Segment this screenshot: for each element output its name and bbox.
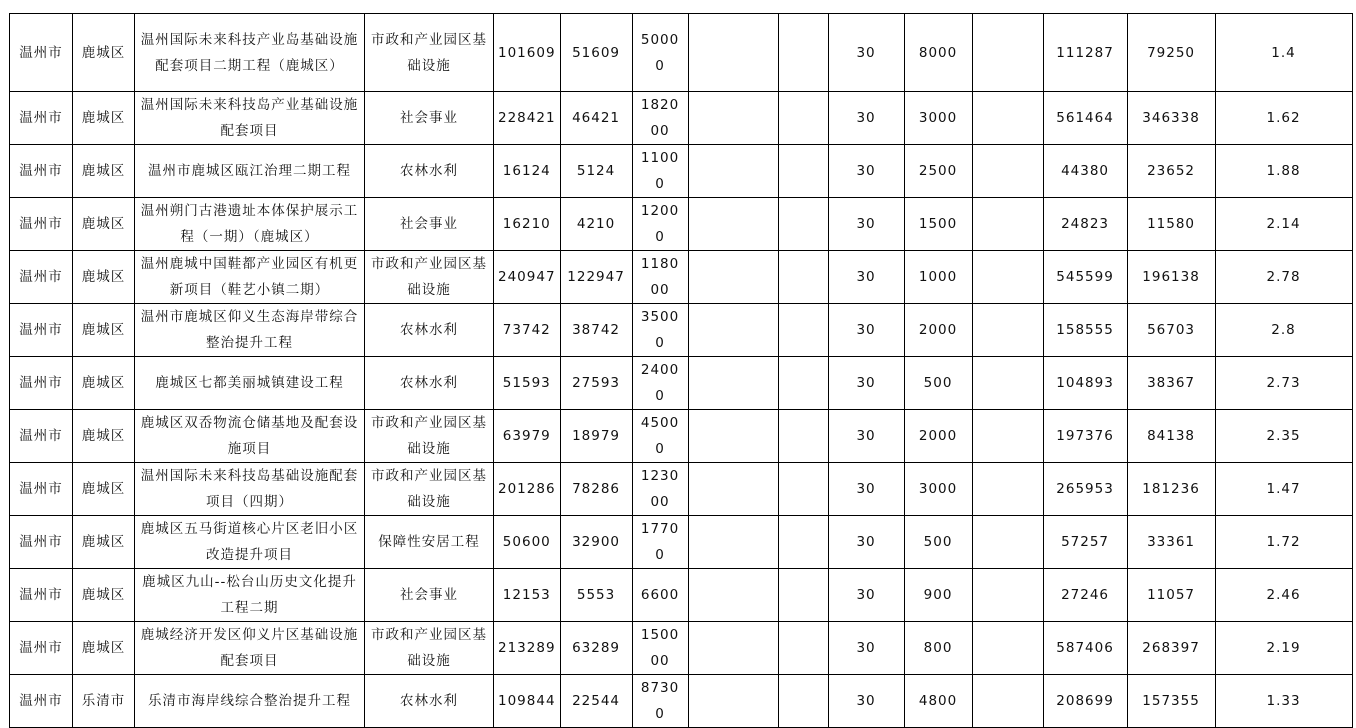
amount-cell: 587406 — [1043, 622, 1127, 675]
amount-cell — [778, 92, 828, 145]
amount-cell: 50000 — [632, 14, 688, 92]
district-cell: 鹿城区 — [73, 145, 135, 198]
amount-cell: 32900 — [560, 516, 632, 569]
amount-cell — [688, 251, 778, 304]
ratio-cell: 2.78 — [1215, 251, 1352, 304]
term-cell: 30 — [828, 516, 904, 569]
ratio-cell: 1.33 — [1215, 675, 1352, 728]
district-cell: 鹿城区 — [73, 92, 135, 145]
amount-cell — [688, 516, 778, 569]
amount-cell — [778, 569, 828, 622]
amount-cell: 57257 — [1043, 516, 1127, 569]
amount-cell — [972, 357, 1043, 410]
amount-cell: 1500 — [904, 198, 972, 251]
amount-cell: 27246 — [1043, 569, 1127, 622]
amount-cell: 17700 — [632, 516, 688, 569]
amount-cell — [778, 410, 828, 463]
amount-cell — [688, 569, 778, 622]
city-cell: 温州市 — [10, 92, 73, 145]
ratio-cell: 2.19 — [1215, 622, 1352, 675]
amount-cell: 11000 — [632, 145, 688, 198]
amount-cell — [972, 410, 1043, 463]
project-name-cell: 鹿城经济开发区仰义片区基础设施配套项目 — [135, 622, 365, 675]
amount-cell: 46421 — [560, 92, 632, 145]
amount-cell: 500 — [904, 357, 972, 410]
amount-cell: 4210 — [560, 198, 632, 251]
table-row — [10, 410, 1353, 463]
city-cell: 温州市 — [10, 516, 73, 569]
city-cell: 温州市 — [10, 198, 73, 251]
amount-cell — [972, 198, 1043, 251]
amount-cell: 11580 — [1127, 198, 1215, 251]
amount-cell: 181236 — [1127, 463, 1215, 516]
district-cell: 鹿城区 — [73, 569, 135, 622]
total-investment-cell: 109844 — [494, 675, 561, 728]
amount-cell: 118000 — [632, 251, 688, 304]
total-investment-cell: 228421 — [494, 92, 561, 145]
amount-cell — [778, 145, 828, 198]
project-name-cell: 温州国际未来科技岛基础设施配套项目（四期） — [135, 463, 365, 516]
amount-cell — [688, 92, 778, 145]
amount-cell — [688, 410, 778, 463]
total-investment-cell: 240947 — [494, 251, 561, 304]
ratio-cell: 2.46 — [1215, 569, 1352, 622]
amount-cell: 2000 — [904, 304, 972, 357]
amount-cell: 2500 — [904, 145, 972, 198]
amount-cell — [688, 622, 778, 675]
amount-cell: 51609 — [560, 14, 632, 92]
total-investment-cell: 73742 — [494, 304, 561, 357]
category-cell: 市政和产业园区基础设施 — [365, 410, 494, 463]
amount-cell: 78286 — [560, 463, 632, 516]
total-investment-cell: 16124 — [494, 145, 561, 198]
project-name-cell: 温州鹿城中国鞋都产业园区有机更新项目（鞋艺小镇二期） — [135, 251, 365, 304]
term-cell: 30 — [828, 251, 904, 304]
term-cell: 30 — [828, 357, 904, 410]
amount-cell: 24823 — [1043, 198, 1127, 251]
amount-cell: 900 — [904, 569, 972, 622]
category-cell: 市政和产业园区基础设施 — [365, 463, 494, 516]
amount-cell: 12000 — [632, 198, 688, 251]
amount-cell — [778, 198, 828, 251]
category-cell: 农林水利 — [365, 357, 494, 410]
amount-cell — [972, 145, 1043, 198]
total-investment-cell: 201286 — [494, 463, 561, 516]
project-name-cell: 鹿城区五马街道核心片区老旧小区改造提升项目 — [135, 516, 365, 569]
district-cell: 鹿城区 — [73, 14, 135, 92]
project-name-cell: 鹿城区七都美丽城镇建设工程 — [135, 357, 365, 410]
amount-cell — [972, 622, 1043, 675]
amount-cell — [972, 304, 1043, 357]
amount-cell — [778, 251, 828, 304]
project-name-cell: 温州国际未来科技岛产业基础设施配套项目 — [135, 92, 365, 145]
amount-cell — [972, 251, 1043, 304]
project-name-cell: 温州国际未来科技产业岛基础设施配套项目二期工程（鹿城区） — [135, 14, 365, 92]
term-cell: 30 — [828, 304, 904, 357]
amount-cell: 545599 — [1043, 251, 1127, 304]
amount-cell: 56703 — [1127, 304, 1215, 357]
amount-cell: 5553 — [560, 569, 632, 622]
amount-cell: 182000 — [632, 92, 688, 145]
amount-cell: 104893 — [1043, 357, 1127, 410]
project-name-cell: 温州市鹿城区瓯江治理二期工程 — [135, 145, 365, 198]
category-cell: 农林水利 — [365, 145, 494, 198]
ratio-cell: 1.72 — [1215, 516, 1352, 569]
project-name-cell: 温州朔门古港遗址本体保护展示工程（一期）（鹿城区） — [135, 198, 365, 251]
amount-cell: 2000 — [904, 410, 972, 463]
city-cell: 温州市 — [10, 145, 73, 198]
district-cell: 鹿城区 — [73, 251, 135, 304]
district-cell: 鹿城区 — [73, 357, 135, 410]
amount-cell: 79250 — [1127, 14, 1215, 92]
amount-cell — [688, 198, 778, 251]
amount-cell — [688, 145, 778, 198]
amount-cell: 3000 — [904, 463, 972, 516]
amount-cell: 63289 — [560, 622, 632, 675]
amount-cell — [688, 463, 778, 516]
total-investment-cell: 213289 — [494, 622, 561, 675]
total-investment-cell: 51593 — [494, 357, 561, 410]
project-name-cell: 鹿城区双岙物流仓储基地及配套设施项目 — [135, 410, 365, 463]
project-name-cell: 乐清市海岸线综合整治提升工程 — [135, 675, 365, 728]
table-row — [10, 145, 1353, 198]
city-cell: 温州市 — [10, 14, 73, 92]
amount-cell — [688, 675, 778, 728]
table-row — [10, 304, 1353, 357]
amount-cell: 3000 — [904, 92, 972, 145]
amount-cell — [688, 304, 778, 357]
amount-cell — [972, 463, 1043, 516]
total-investment-cell: 50600 — [494, 516, 561, 569]
district-cell: 乐清市 — [73, 675, 135, 728]
amount-cell: 208699 — [1043, 675, 1127, 728]
term-cell: 30 — [828, 622, 904, 675]
ratio-cell: 2.73 — [1215, 357, 1352, 410]
amount-cell: 45000 — [632, 410, 688, 463]
term-cell: 30 — [828, 14, 904, 92]
district-cell: 鹿城区 — [73, 410, 135, 463]
ratio-cell: 1.4 — [1215, 14, 1352, 92]
amount-cell: 197376 — [1043, 410, 1127, 463]
amount-cell — [972, 569, 1043, 622]
amount-cell: 158555 — [1043, 304, 1127, 357]
district-cell: 鹿城区 — [73, 463, 135, 516]
total-investment-cell: 12153 — [494, 569, 561, 622]
category-cell: 保障性安居工程 — [365, 516, 494, 569]
category-cell: 农林水利 — [365, 675, 494, 728]
total-investment-cell: 63979 — [494, 410, 561, 463]
table-row — [10, 569, 1353, 622]
ratio-cell: 1.47 — [1215, 463, 1352, 516]
amount-cell: 122947 — [560, 251, 632, 304]
table-row — [10, 516, 1353, 569]
amount-cell — [778, 357, 828, 410]
category-cell: 市政和产业园区基础设施 — [365, 251, 494, 304]
table-row — [10, 622, 1353, 675]
amount-cell — [778, 675, 828, 728]
amount-cell — [778, 463, 828, 516]
amount-cell: 44380 — [1043, 145, 1127, 198]
amount-cell: 5124 — [560, 145, 632, 198]
ratio-cell: 2.35 — [1215, 410, 1352, 463]
amount-cell: 38742 — [560, 304, 632, 357]
amount-cell: 84138 — [1127, 410, 1215, 463]
amount-cell: 800 — [904, 622, 972, 675]
district-cell: 鹿城区 — [73, 622, 135, 675]
amount-cell — [972, 92, 1043, 145]
amount-cell — [972, 14, 1043, 92]
city-cell: 温州市 — [10, 463, 73, 516]
term-cell: 30 — [828, 145, 904, 198]
ratio-cell: 2.8 — [1215, 304, 1352, 357]
district-cell: 鹿城区 — [73, 198, 135, 251]
amount-cell: 18979 — [560, 410, 632, 463]
amount-cell: 4800 — [904, 675, 972, 728]
category-cell: 社会事业 — [365, 92, 494, 145]
amount-cell — [688, 357, 778, 410]
amount-cell — [972, 516, 1043, 569]
amount-cell — [972, 675, 1043, 728]
amount-cell: 123000 — [632, 463, 688, 516]
district-cell: 鹿城区 — [73, 304, 135, 357]
term-cell: 30 — [828, 569, 904, 622]
term-cell: 30 — [828, 675, 904, 728]
table-row — [10, 463, 1353, 516]
ratio-cell: 1.62 — [1215, 92, 1352, 145]
amount-cell: 11057 — [1127, 569, 1215, 622]
amount-cell: 196138 — [1127, 251, 1215, 304]
city-cell: 温州市 — [10, 304, 73, 357]
city-cell: 温州市 — [10, 569, 73, 622]
ratio-cell: 2.14 — [1215, 198, 1352, 251]
amount-cell: 38367 — [1127, 357, 1215, 410]
category-cell: 农林水利 — [365, 304, 494, 357]
category-cell: 市政和产业园区基础设施 — [365, 14, 494, 92]
project-name-cell: 温州市鹿城区仰义生态海岸带综合整治提升工程 — [135, 304, 365, 357]
table-row — [10, 14, 1353, 92]
amount-cell: 561464 — [1043, 92, 1127, 145]
amount-cell: 500 — [904, 516, 972, 569]
amount-cell: 268397 — [1127, 622, 1215, 675]
term-cell: 30 — [828, 463, 904, 516]
amount-cell: 24000 — [632, 357, 688, 410]
term-cell: 30 — [828, 198, 904, 251]
city-cell: 温州市 — [10, 622, 73, 675]
category-cell: 社会事业 — [365, 569, 494, 622]
term-cell: 30 — [828, 92, 904, 145]
amount-cell: 6600 — [632, 569, 688, 622]
table-row — [10, 251, 1353, 304]
total-investment-cell: 101609 — [494, 14, 561, 92]
amount-cell: 87300 — [632, 675, 688, 728]
amount-cell: 22544 — [560, 675, 632, 728]
amount-cell: 346338 — [1127, 92, 1215, 145]
amount-cell: 265953 — [1043, 463, 1127, 516]
district-cell: 鹿城区 — [73, 516, 135, 569]
amount-cell: 23652 — [1127, 145, 1215, 198]
amount-cell — [778, 14, 828, 92]
amount-cell: 33361 — [1127, 516, 1215, 569]
city-cell: 温州市 — [10, 410, 73, 463]
amount-cell — [778, 622, 828, 675]
amount-cell — [778, 304, 828, 357]
city-cell: 温州市 — [10, 675, 73, 728]
amount-cell — [778, 516, 828, 569]
amount-cell: 157355 — [1127, 675, 1215, 728]
ratio-cell: 1.88 — [1215, 145, 1352, 198]
table-row — [10, 92, 1353, 145]
city-cell: 温州市 — [10, 251, 73, 304]
term-cell: 30 — [828, 410, 904, 463]
city-cell: 温州市 — [10, 357, 73, 410]
amount-cell: 150000 — [632, 622, 688, 675]
project-table — [9, 13, 1353, 728]
amount-cell: 27593 — [560, 357, 632, 410]
amount-cell: 35000 — [632, 304, 688, 357]
amount-cell: 1000 — [904, 251, 972, 304]
table-row — [10, 357, 1353, 410]
amount-cell: 111287 — [1043, 14, 1127, 92]
project-name-cell: 鹿城区九山--松台山历史文化提升工程二期 — [135, 569, 365, 622]
amount-cell: 8000 — [904, 14, 972, 92]
total-investment-cell: 16210 — [494, 198, 561, 251]
amount-cell — [688, 14, 778, 92]
table-row — [10, 675, 1353, 728]
category-cell: 社会事业 — [365, 198, 494, 251]
category-cell: 市政和产业园区基础设施 — [365, 622, 494, 675]
table-row — [10, 198, 1353, 251]
